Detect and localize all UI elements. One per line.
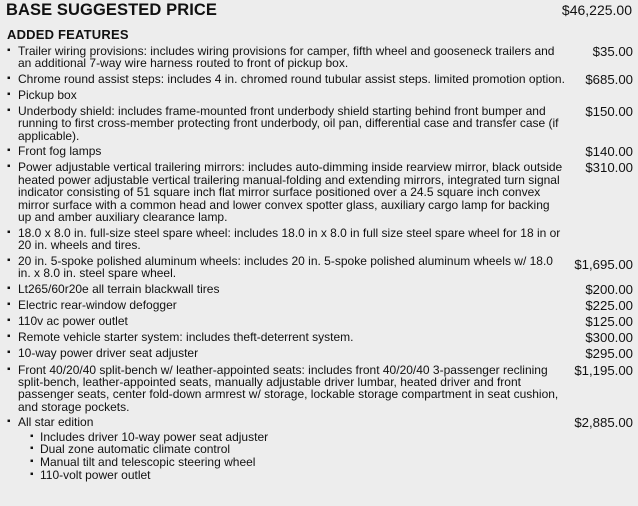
base-price-value: $46,225.00 bbox=[561, 2, 632, 18]
bullet-icon: ▪ bbox=[30, 430, 34, 442]
bullet-icon: ▪ bbox=[30, 443, 34, 455]
feature-description: Power adjustable vertical trailering mirrors: includes auto-dimming inside rearview mirror, black outside heated power adjustable vertical trailering manual-folding and extending mirrors, integrated turn signal indicator consisting of 51 square inch flat mirror surface positioned over a 24.5 square inch convex mirror surface with a common head and lower convex spotter glass, auxiliary cargo lamp for backing up and amber auxiliary clearance lamp. bbox=[18, 160, 563, 224]
feature-description: Underbody shield: includes frame-mounted front underbody shield starting behind front bumper and running to first cross-member protecting front underbody, oil pan, differential case and transfer case (if applicable). bbox=[18, 103, 559, 143]
feature-price: $295.00 bbox=[585, 346, 633, 362]
bullet-icon: ▪ bbox=[7, 331, 11, 343]
bullet-icon: ▪ bbox=[7, 416, 11, 428]
feature-description: Front 40/20/40 split-bench w/ leather-appointed seats: includes front 40/20/40 3-passenger reclining split-bench, leather-appointed seats, manually adjustable driver lumbar, heated driver and front passenger seats, center fold-down armrest w/ storage, lockable storage compartment in seat cushion, and storage pockets. bbox=[18, 362, 559, 414]
feature-price: $300.00 bbox=[585, 330, 633, 346]
bullet-icon: ▪ bbox=[7, 226, 11, 238]
feature-price: $310.00 bbox=[585, 160, 633, 176]
bullet-icon: ▪ bbox=[7, 161, 11, 173]
bullet-icon: ▪ bbox=[7, 145, 11, 157]
feature-item bbox=[7, 315, 633, 328]
feature-item bbox=[7, 364, 633, 414]
feature-price: $35.00 bbox=[592, 44, 633, 59]
feature-price: $125.00 bbox=[585, 313, 633, 329]
bullet-icon: ▪ bbox=[7, 45, 11, 56]
feature-item bbox=[7, 89, 633, 101]
feature-subitem bbox=[30, 456, 571, 468]
feature-item bbox=[7, 45, 633, 70]
bullet-icon: ▪ bbox=[7, 89, 11, 101]
bullet-icon: ▪ bbox=[7, 254, 11, 266]
feature-item bbox=[7, 145, 633, 158]
feature-description: Front fog lamps bbox=[18, 144, 102, 159]
feature-item bbox=[7, 283, 633, 296]
feature-description: Remote vehicle starter system: includes theft-deterrent system. bbox=[18, 330, 354, 345]
feature-price: $685.00 bbox=[585, 72, 633, 87]
feature-item bbox=[7, 331, 633, 344]
bullet-icon: ▪ bbox=[7, 363, 11, 375]
feature-price: $2,885.00 bbox=[574, 415, 633, 431]
feature-item bbox=[7, 299, 633, 312]
feature-item bbox=[7, 347, 633, 360]
feature-subitem-text: 110-volt power outlet bbox=[40, 467, 151, 482]
feature-subitem-text: Includes driver 10-way power seat adjuster bbox=[40, 429, 269, 444]
base-price-row bbox=[6, 1, 632, 20]
feature-subitem bbox=[30, 443, 571, 455]
feature-description: All star edition bbox=[18, 415, 94, 430]
feature-item bbox=[7, 161, 633, 223]
feature-description: Pickup box bbox=[18, 88, 77, 103]
feature-description: 20 in. 5-spoke polished aluminum wheels: includes 20 in. 5-spoke polished aluminum wheels w/ 18.0 in. x 8.0 in. steel spare wheel. bbox=[18, 253, 553, 280]
feature-description: Trailer wiring provisions: includes wiring provisions for camper, fifth wheel and gooseneck trailers and an additional 7-way wire harness routed to front of pickup box. bbox=[18, 44, 555, 71]
feature-item bbox=[7, 255, 633, 280]
feature-subitems bbox=[30, 431, 571, 482]
feature-price: $225.00 bbox=[585, 297, 633, 313]
feature-price bbox=[571, 89, 633, 92]
feature-description: 18.0 x 8.0 in. full-size steel spare wheel: includes 18.0 in x 8.0 in full size steel spare wheel for 18 in or 20 in. wheels and tires. bbox=[18, 225, 561, 252]
bullet-icon: ▪ bbox=[7, 73, 11, 84]
feature-description: 10-way power driver seat adjuster bbox=[18, 346, 199, 361]
feature-price: $150.00 bbox=[585, 103, 633, 119]
feature-item bbox=[7, 227, 633, 252]
bullet-icon: ▪ bbox=[7, 314, 11, 326]
feature-subitem bbox=[30, 469, 571, 481]
added-features-heading: ADDED FEATURES bbox=[7, 27, 129, 42]
feature-subitem bbox=[30, 431, 571, 443]
bullet-icon: ▪ bbox=[7, 347, 11, 359]
feature-price: $1,195.00 bbox=[574, 362, 633, 378]
feature-list bbox=[7, 45, 633, 485]
feature-item bbox=[7, 105, 633, 142]
feature-price: $140.00 bbox=[585, 144, 633, 160]
bullet-icon: ▪ bbox=[30, 468, 34, 480]
feature-subitem-text: Manual tilt and telescopic steering wheel bbox=[40, 455, 256, 470]
feature-description: Chrome round assist steps: includes 4 in. chromed round tubular assist steps. limited promotion option. bbox=[18, 72, 565, 86]
bullet-icon: ▪ bbox=[7, 298, 11, 310]
feature-price: $200.00 bbox=[585, 281, 633, 297]
feature-description: Electric rear-window defogger bbox=[18, 297, 177, 312]
feature-item bbox=[7, 416, 633, 481]
bullet-icon: ▪ bbox=[7, 282, 11, 294]
feature-price: $1,695.00 bbox=[574, 256, 633, 272]
feature-price bbox=[571, 227, 633, 230]
bullet-icon: ▪ bbox=[7, 104, 11, 116]
base-price-title: BASE SUGGESTED PRICE bbox=[6, 1, 218, 19]
feature-description: 110v ac power outlet bbox=[18, 313, 128, 328]
feature-description: Lt265/60r20e all terrain blackwall tires bbox=[18, 281, 220, 296]
feature-item bbox=[7, 73, 633, 86]
bullet-icon: ▪ bbox=[30, 456, 34, 468]
feature-subitem-text: Dual zone automatic climate control bbox=[40, 442, 231, 457]
